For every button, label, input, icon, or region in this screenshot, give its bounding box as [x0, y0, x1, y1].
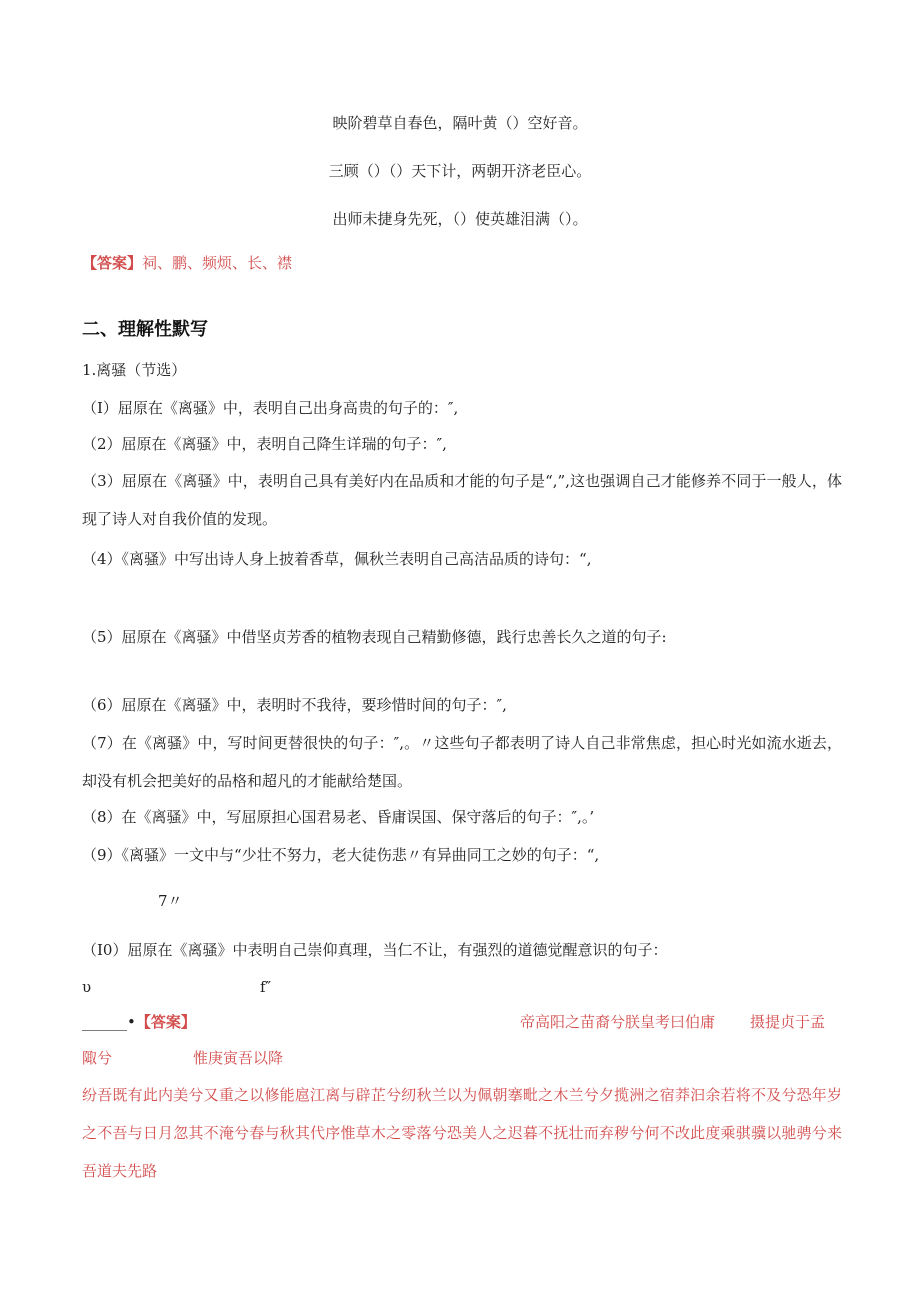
question-6: （6）屈原在《离骚》中，表明时不我待，要珍惜时间的句子：″,: [82, 696, 507, 714]
question-1: （I）屈原在《离骚》中，表明自己出身高贵的句子的：″,: [82, 399, 459, 417]
answer-segment-4: 惟庚寅吾以降: [193, 1049, 284, 1067]
question-9: （9）《离骚》一文中与“少壮不努力，老大徒伤悲〃有异曲同工之妙的句子：“,: [82, 846, 600, 864]
answer-block-2-head: [82, 1012, 196, 1032]
question-9-tail: 7〃: [158, 892, 183, 910]
answer-body: 纷吾既有此内美兮又重之以修能扈江离与辟芷兮纫秋兰以为佩朝搴毗之木兰兮夕揽洲之宿莽汩余若将不及兮恐年岁之不吾与日月忽其不淹兮春与秋其代序惟草木之零落兮恐美人之迟暮不抚壮而弃秽兮何不改此度乘骐骥以驰骋兮来吾道夫先路: [82, 1086, 842, 1180]
answer-block-1: [82, 253, 292, 273]
answer-blank-prefix: ______•: [82, 1013, 136, 1031]
section-title: 二、理解性默写: [82, 319, 208, 340]
poem-line-1: 映阶碧草自春色，隔叶黄（）空好音。: [332, 114, 588, 132]
question-3: （3）屈原在《离骚》中，表明自己具有美好内在品质和才能的句子是“,”,这也强调自己才能修养不同于一般人，体现了诗人对自我价值的发现。: [82, 472, 842, 528]
answer-segment-1: 帝高阳之苗裔兮朕皇考曰伯庸: [520, 1013, 716, 1031]
question-2: （2）屈原在《离骚》中，表明自己降生详瑞的句子：″,: [82, 435, 447, 453]
answer-label: 【答案】: [135, 1013, 196, 1031]
poem-line-3: 出师未捷身先死，（）使英雄泪满（）。: [332, 210, 588, 228]
answer-segment-2: 摄提贞于孟: [750, 1013, 826, 1031]
answer-segment-3: 陬兮: [82, 1049, 113, 1067]
answer-label: 【答案】: [82, 254, 143, 272]
question-10: （I0）屈原在《离骚》中表明自己崇仰真理，当仁不让，有强烈的道德觉醒意识的句子：: [82, 941, 668, 959]
item-title: 1.离骚（节选）: [82, 361, 187, 379]
question-8: （8）在《离骚》中，写屈原担心国君易老、昏庸误国、保守落后的句子：″,。’: [82, 808, 595, 826]
question-4: （4）《离骚》中写出诗人身上披着香草，佩秋兰表明自己高洁品质的诗句：“,: [82, 550, 592, 568]
answer-text: 祠、鹏、频烦、长、襟: [142, 254, 293, 272]
question-10-mark-a: υ: [82, 978, 92, 996]
poem-line-2: 三顾（）（）天下计，两朝开济老臣心。: [328, 162, 592, 180]
question-5: （5）屈原在《离骚》中借坚贞芳香的植物表现自己精勤修德，践行忠善长久之道的句子:: [82, 628, 667, 646]
question-7: （7）在《离骚》中，写时间更替很快的句子：″,。〃这些句子都表明了诗人自己非常焦虑，担心时光如流水逝去，却没有机会把美好的品格和超凡的才能献给楚国。: [82, 734, 842, 790]
question-10-mark-b: f″: [260, 978, 272, 996]
